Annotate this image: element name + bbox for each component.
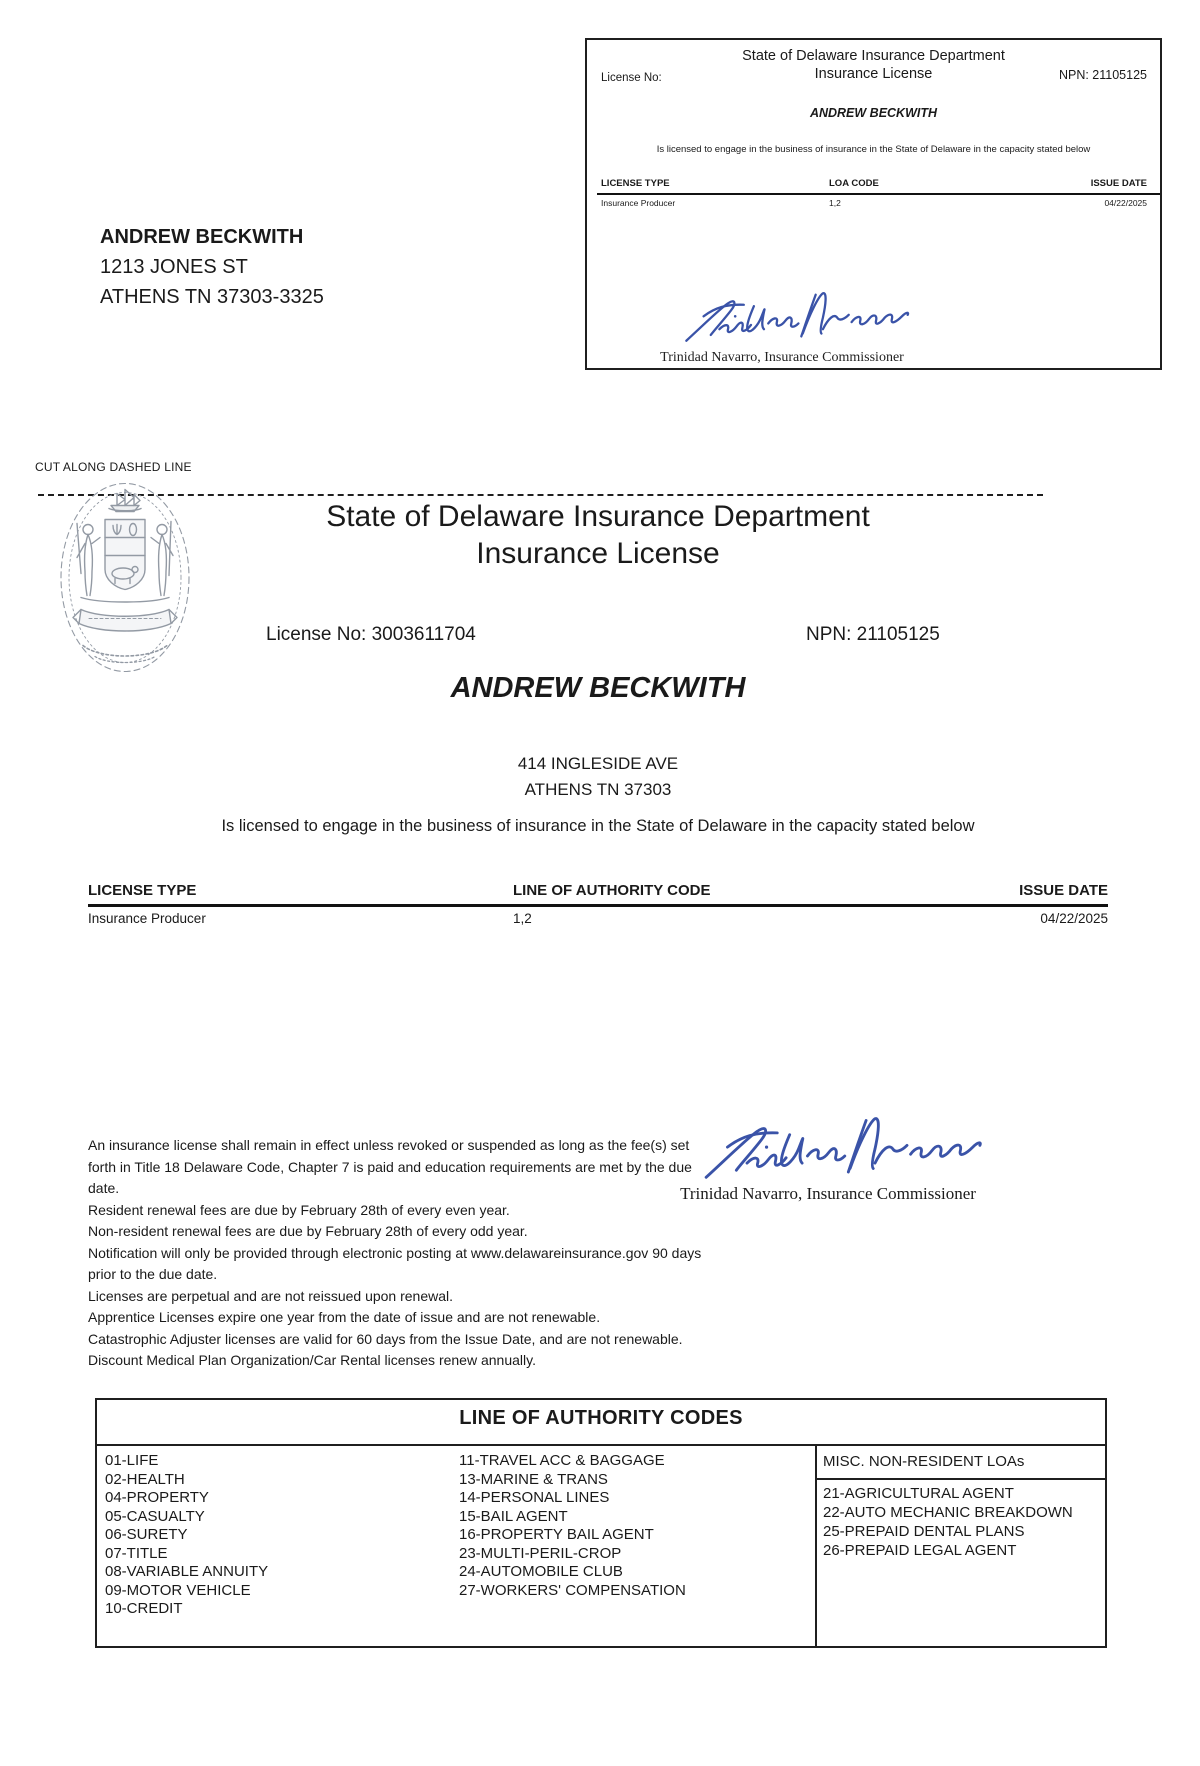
- license-title-line1: State of Delaware Insurance Department: [326, 500, 870, 533]
- wallet-card-cell-issue-date: 04/22/2025: [1104, 198, 1147, 208]
- table-cell-license-type: Insurance Producer: [88, 911, 206, 926]
- line-of-authority-codes-table: [95, 1398, 1107, 1648]
- loa-code-item: 08-VARIABLE ANNUITY: [105, 1563, 269, 1580]
- loa-code-item: 23-MULTI-PERIL-CROP: [459, 1544, 622, 1562]
- loa-column-divider: [815, 1444, 817, 1646]
- note-line: Apprentice Licenses expire one year from the date of issue and are not renewable.: [88, 1309, 601, 1325]
- signature-caption: Trinidad Navarro, Insurance Commissioner: [680, 1184, 976, 1203]
- loa-misc-nonresident-header: MISC. NON-RESIDENT LOAs: [823, 1453, 1025, 1470]
- mailing-address-line1: 1213 JONES ST: [100, 256, 248, 278]
- wallet-card: [585, 38, 1162, 370]
- loa-code-item: 25-PREPAID DENTAL PLANS: [823, 1523, 1025, 1540]
- licensed-capacity-text: Is licensed to engage in the business of insurance in the State of Delaware in the capacity stated below: [221, 817, 975, 835]
- wallet-card-licensed-text: Is licensed to engage in the business of insurance in the State of Delaware in the capacity stated below: [656, 144, 1091, 155]
- loa-code-item: 14-PERSONAL LINES: [459, 1489, 610, 1506]
- loa-code-item: 24-AUTOMOBILE CLUB: [459, 1563, 623, 1580]
- wallet-card-header-license-type: LICENSE TYPE: [601, 178, 670, 189]
- licensee-address-line2: ATHENS TN 37303: [524, 780, 672, 799]
- licensee-address-line1: 414 INGLESIDE AVE: [517, 754, 679, 773]
- loa-code-item: 16-PROPERTY BAIL AGENT: [459, 1526, 654, 1543]
- loa-code-item: 21-AGRICULTURAL AGENT: [823, 1485, 1014, 1502]
- wallet-card-signature-caption: Trinidad Navarro, Insurance Commissioner: [660, 350, 904, 365]
- loa-code-item: 05-CASUALTY: [105, 1507, 205, 1525]
- licensee-name: ANDREW BECKWITH: [450, 672, 746, 704]
- loa-misc-header-rule: [817, 1478, 1105, 1480]
- wallet-card-npn: NPN: 21105125: [1058, 68, 1147, 82]
- loa-code-item: 06-SURETY: [105, 1526, 188, 1543]
- wallet-card-licensee-name: ANDREW BECKWITH: [809, 106, 938, 120]
- table-cell-issue-date: 04/22/2025: [1040, 911, 1108, 926]
- note-line: Catastrophic Adjuster licenses are valid for 60 days from the Issue Date, and are not renewable.: [88, 1330, 683, 1347]
- table-header-line-of-authority-code: LINE OF AUTHORITY CODE: [513, 882, 711, 899]
- table-header-issue-date: ISSUE DATE: [1019, 882, 1108, 899]
- loa-code-item: 04-PROPERTY: [105, 1489, 209, 1506]
- commissioner-signature-icon: [693, 1108, 993, 1188]
- wallet-card-cell-license-type: Insurance Producer: [601, 198, 676, 208]
- loa-column-2: [459, 1452, 686, 1600]
- wallet-card-license-no-label: License No:: [601, 72, 662, 84]
- wallet-card-title-line2: Insurance License: [814, 66, 933, 82]
- mailing-address-line2: ATHENS TN 37303-3325: [100, 286, 324, 308]
- note-line: Licenses are perpetual and are not reissued upon renewal.: [88, 1287, 454, 1304]
- wallet-card-table-rule: [597, 193, 1160, 195]
- license-title-line2: Insurance License: [476, 537, 720, 570]
- loa-code-item: 07-TITLE: [105, 1544, 168, 1562]
- table-header-license-type: LICENSE TYPE: [88, 882, 197, 899]
- loa-code-item: 13-MARINE & TRANS: [459, 1470, 608, 1488]
- loa-table-title: LINE OF AUTHORITY CODES: [459, 1407, 743, 1429]
- loa-code-item: 15-BAIL AGENT: [459, 1507, 568, 1525]
- license-table-rule: [88, 904, 1108, 907]
- note-line: Notification will only be provided through electronic posting at www.delawareinsurance.gov 90 days prior to the due date.: [88, 1244, 702, 1282]
- note-line: An insurance license shall remain in effect unless revoked or suspended as long as the fee(s) set forth in Title 18 Delaware Code, Chapter 7 is paid and education requirements are met by the due date.: [88, 1137, 692, 1196]
- loa-code-item: 27-WORKERS' COMPENSATION: [459, 1581, 686, 1599]
- commissioner-signature-icon: [682, 278, 912, 356]
- wallet-card-title-line1: State of Delaware Insurance Department: [742, 48, 1005, 64]
- mailing-address-name: ANDREW BECKWITH: [100, 226, 304, 248]
- loa-code-item: 26-PREPAID LEGAL AGENT: [823, 1542, 1017, 1559]
- wallet-card-header-loa-code: LOA CODE: [829, 178, 879, 189]
- license-notes: [88, 1135, 708, 1372]
- loa-code-item: 09-MOTOR VEHICLE: [105, 1581, 251, 1599]
- license-number: License No: 3003611704: [266, 624, 476, 645]
- license-body: [88, 500, 1108, 1400]
- note-line: Resident renewal fees are due by February 28th of every even year.: [88, 1201, 510, 1218]
- wallet-card-header-issue-date: ISSUE DATE: [1090, 178, 1147, 189]
- loa-title-rule: [97, 1444, 1105, 1446]
- loa-column-3: [823, 1484, 1073, 1560]
- loa-code-item: 22-AUTO MECHANIC BREAKDOWN: [823, 1504, 1073, 1521]
- wallet-card-cell-loa-code: 1,2: [829, 198, 841, 208]
- loa-code-item: 01-LIFE: [105, 1452, 159, 1469]
- note-line: Non-resident renewal fees are due by February 28th of every odd year.: [88, 1223, 528, 1239]
- license-npn: NPN: 21105125: [806, 624, 940, 645]
- note-line: Discount Medical Plan Organization/Car Rental licenses renew annually.: [88, 1352, 536, 1368]
- loa-code-item: 10-CREDIT: [105, 1600, 183, 1617]
- loa-code-item: 11-TRAVEL ACC & BAGGAGE: [459, 1452, 665, 1469]
- loa-code-item: 02-HEALTH: [105, 1470, 185, 1488]
- table-cell-loa-code: 1,2: [513, 911, 532, 926]
- cut-along-dashed-line-label: CUT ALONG DASHED LINE: [35, 460, 192, 474]
- mailing-address-block: [100, 222, 324, 312]
- loa-column-1: [105, 1452, 268, 1619]
